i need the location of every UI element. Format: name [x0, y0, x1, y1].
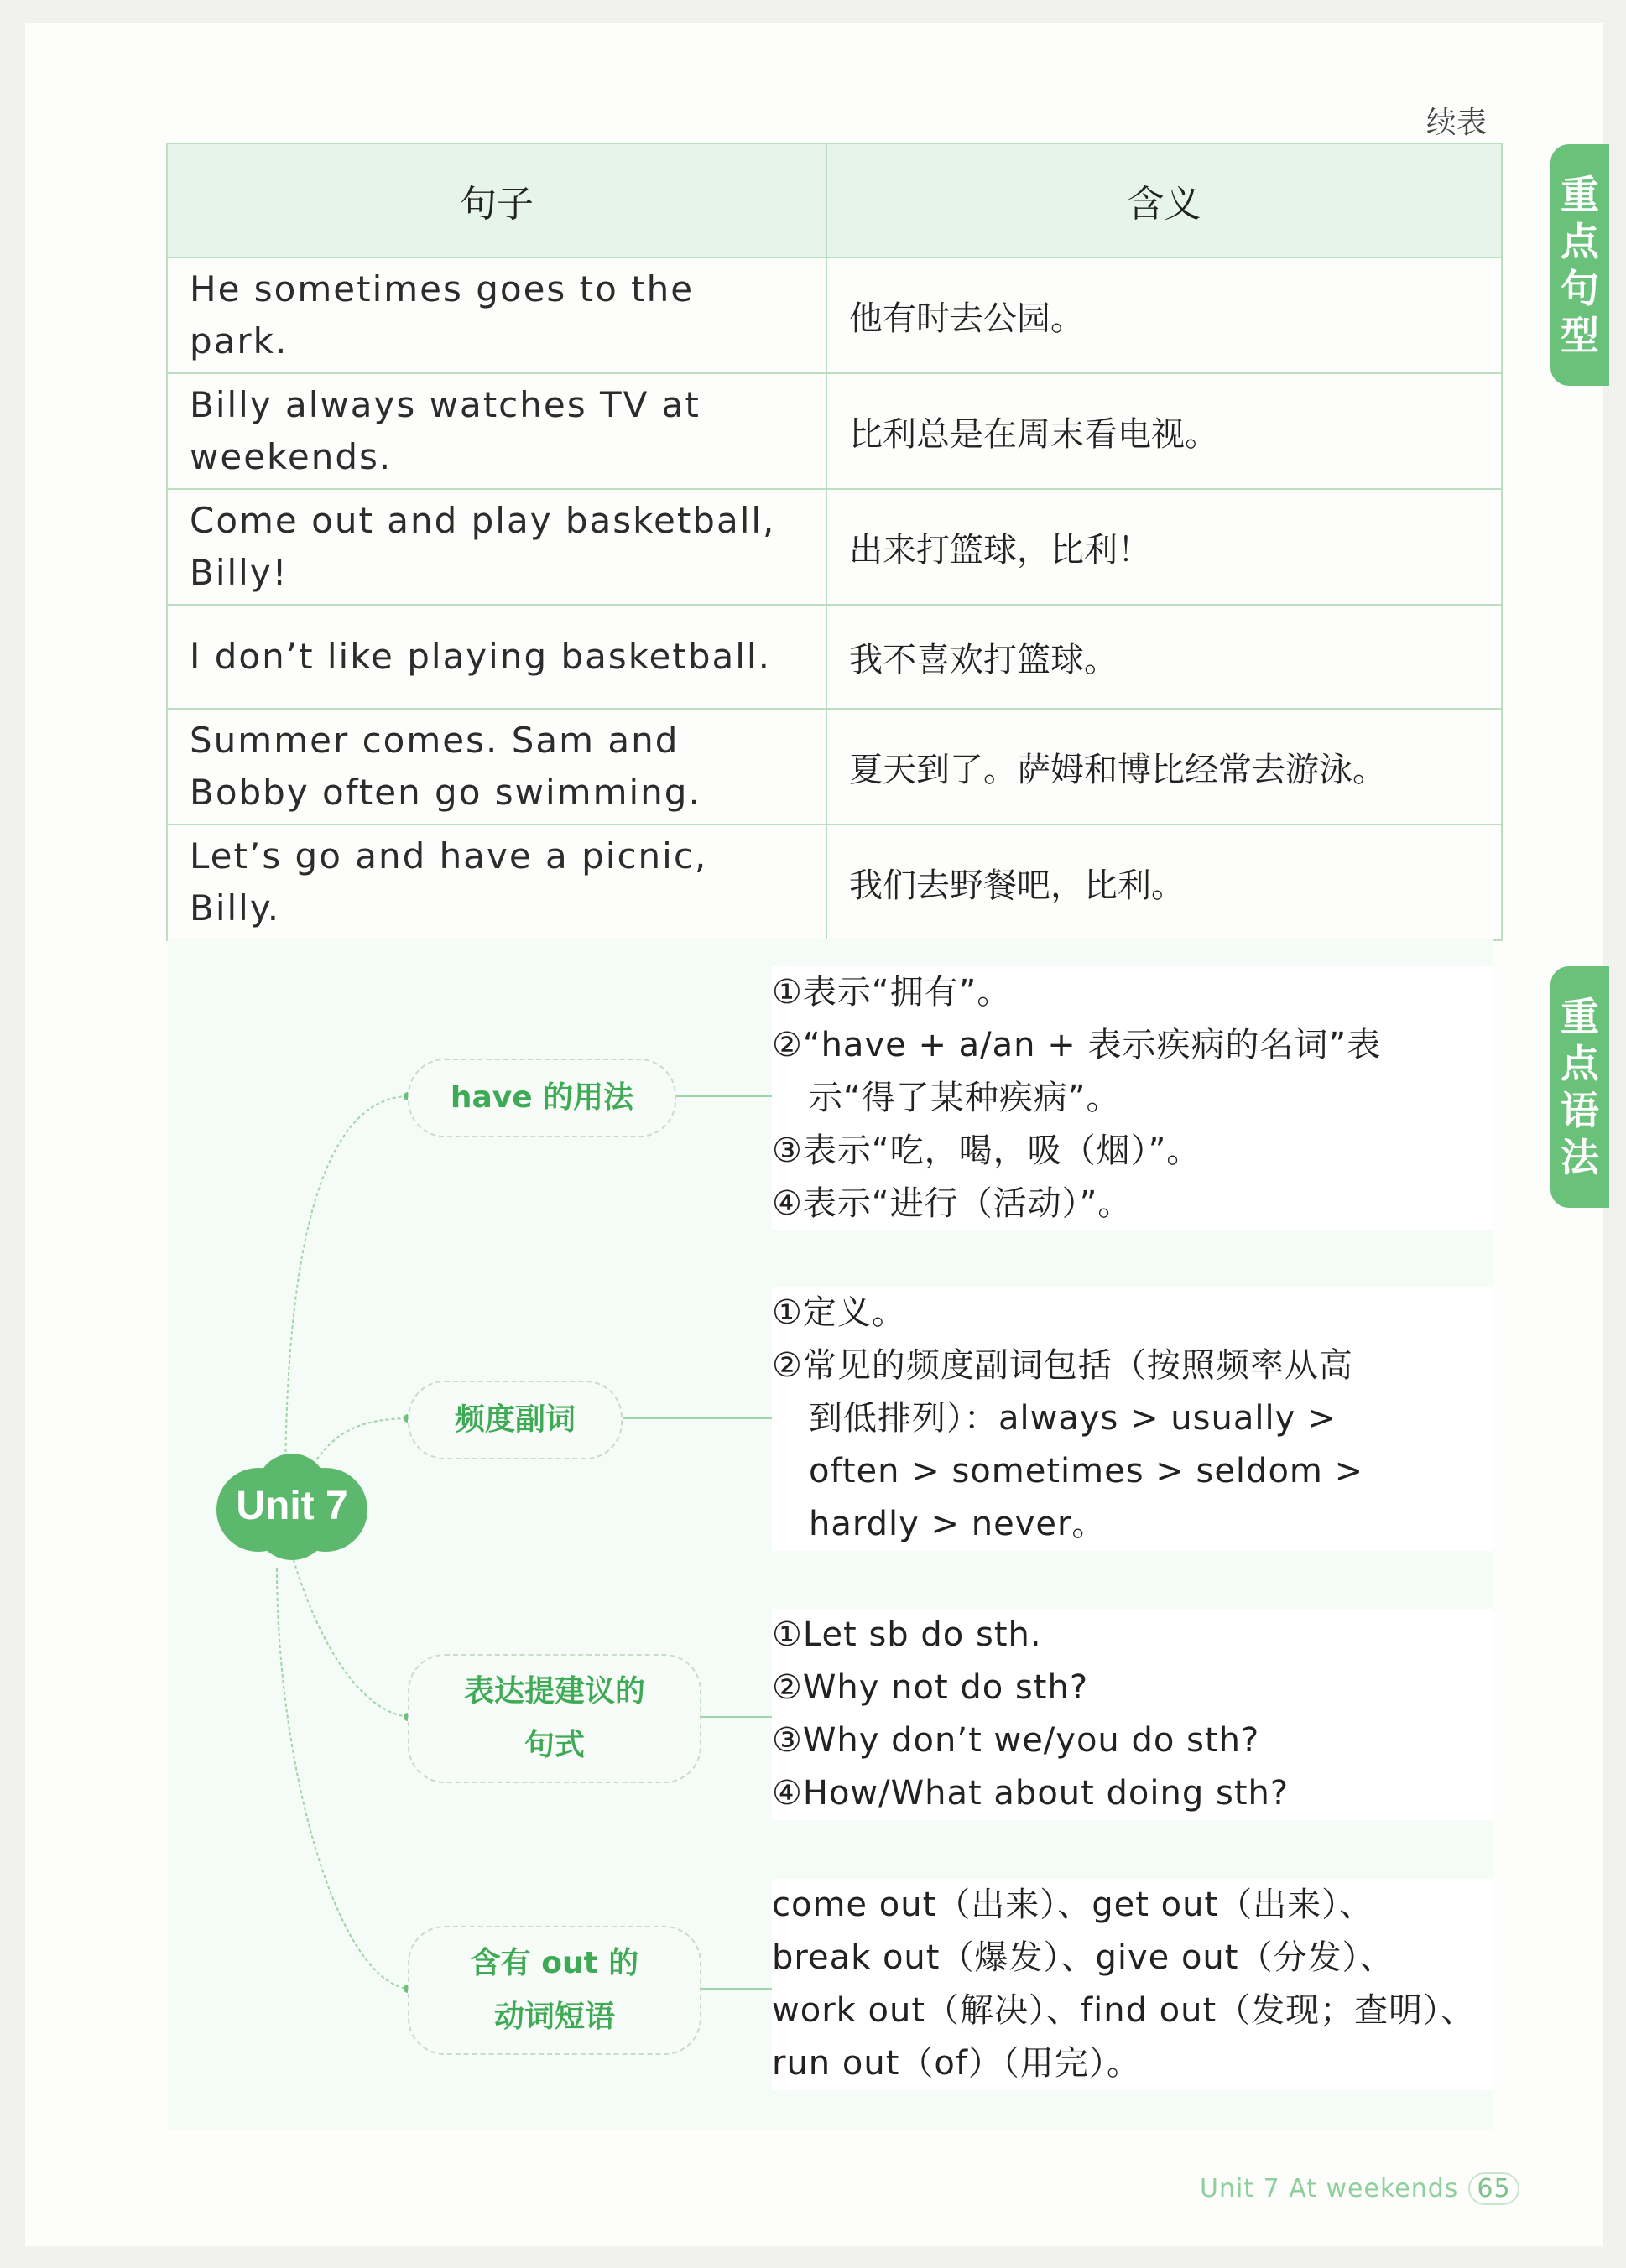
content-line: ②“have + a/an + 表示疾病的名词”表 [772, 1026, 1382, 1064]
side-tab-char: 重 [1561, 994, 1599, 1039]
content-line: ③Why don’t we/you do sth? [772, 1721, 1260, 1760]
content-line: run out（of）（用完）。 [772, 2044, 1141, 2083]
content-line: ②常见的频度副词包括（按照频率从高 [772, 1346, 1353, 1385]
header-sentence: 句子 [167, 143, 826, 257]
content-line: often > sometimes > seldom > [809, 1452, 1364, 1490]
side-tab-char: 点 [1561, 219, 1599, 264]
meaning-cell: 比利总是在周末看电视。 [826, 373, 1502, 489]
node-label: 含有 out 的 [470, 1946, 639, 1980]
sentence-cell: Billy always watches TV at weekends. [167, 373, 826, 489]
content-line: ③表示“吃，喝，吸（烟）”。 [772, 1131, 1201, 1170]
node-out-phrases [408, 1926, 701, 2055]
node-have-usage [408, 1059, 676, 1137]
content-line: ①定义。 [772, 1293, 906, 1332]
continue-label: 续表 [1426, 106, 1488, 140]
sentence-cell: Summer comes. Sam and Bobby often go swimming. [167, 709, 826, 824]
content-line: ②Why not do sth? [772, 1668, 1089, 1707]
unit-center-cloud [208, 1451, 376, 1560]
content-line: hardly > never。 [809, 1505, 1107, 1543]
footer-text: Unit 7 At weekends [1200, 2174, 1459, 2203]
content-line: ④How/What about doing sth? [772, 1774, 1290, 1813]
side-tab-char: 重 [1561, 172, 1599, 217]
meaning-cell: 我不喜欢打篮球。 [826, 605, 1502, 709]
content-line: ①Let sb do sth. [772, 1615, 1042, 1654]
node-label: have 的用法 [450, 1080, 634, 1115]
meaning-cell: 夏天到了。萨姆和博比经常去游泳。 [826, 709, 1502, 824]
node-label: 动词短语 [493, 2000, 615, 2034]
side-tab-char: 句 [1561, 266, 1599, 311]
content-have-usage [772, 966, 1493, 1230]
page-number: 65 [1468, 2172, 1519, 2205]
node-suggestion-patterns [408, 1654, 701, 1783]
sentence-cell: Come out and play basketball, Billy! [167, 489, 826, 605]
node-label: 表达提建议的 [463, 1674, 645, 1709]
header-meaning: 含义 [826, 143, 1502, 257]
content-line: 到低排列）：always > usually > [809, 1399, 1337, 1438]
unit-title: Unit 7 [236, 1483, 348, 1528]
meaning-cell: 他有时去公园。 [826, 257, 1502, 373]
sentence-cell: Let’s go and have a picnic, Billy. [167, 824, 826, 940]
content-line: work out（解决）、find out（发现；查明）、 [772, 1991, 1476, 2030]
content-line: break out（爆发）、give out（分发）、 [772, 1938, 1394, 1977]
sentence-cell: I don’t like playing basketball. [167, 605, 826, 709]
content-line: ④表示“进行（活动）”。 [772, 1184, 1133, 1223]
content-line: 示“得了某种疾病”。 [809, 1079, 1121, 1117]
side-tab-char: 法 [1561, 1135, 1599, 1180]
node-label: 频度副词 [454, 1402, 576, 1437]
node-label: 句式 [524, 1728, 585, 1762]
content-line: come out（出来）、get out（出来）、 [772, 1886, 1374, 1924]
page-footer [1200, 2172, 1519, 2205]
content-frequency-adverbs [772, 1287, 1493, 1551]
side-tab-char: 点 [1561, 1041, 1599, 1086]
meaning-cell: 出来打篮球，比利！ [826, 489, 1502, 605]
content-out-phrases [772, 1879, 1493, 2090]
content-line: ①表示“拥有”。 [772, 973, 1012, 1012]
sentence-cell: He sometimes goes to the park. [167, 257, 826, 373]
side-tab-char: 型 [1561, 313, 1599, 358]
meaning-cell: 我们去野餐吧，比利。 [826, 824, 1502, 940]
content-suggestion-patterns [772, 1609, 1493, 1820]
side-tab-char: 语 [1561, 1088, 1599, 1133]
node-frequency-adverbs [408, 1381, 623, 1459]
